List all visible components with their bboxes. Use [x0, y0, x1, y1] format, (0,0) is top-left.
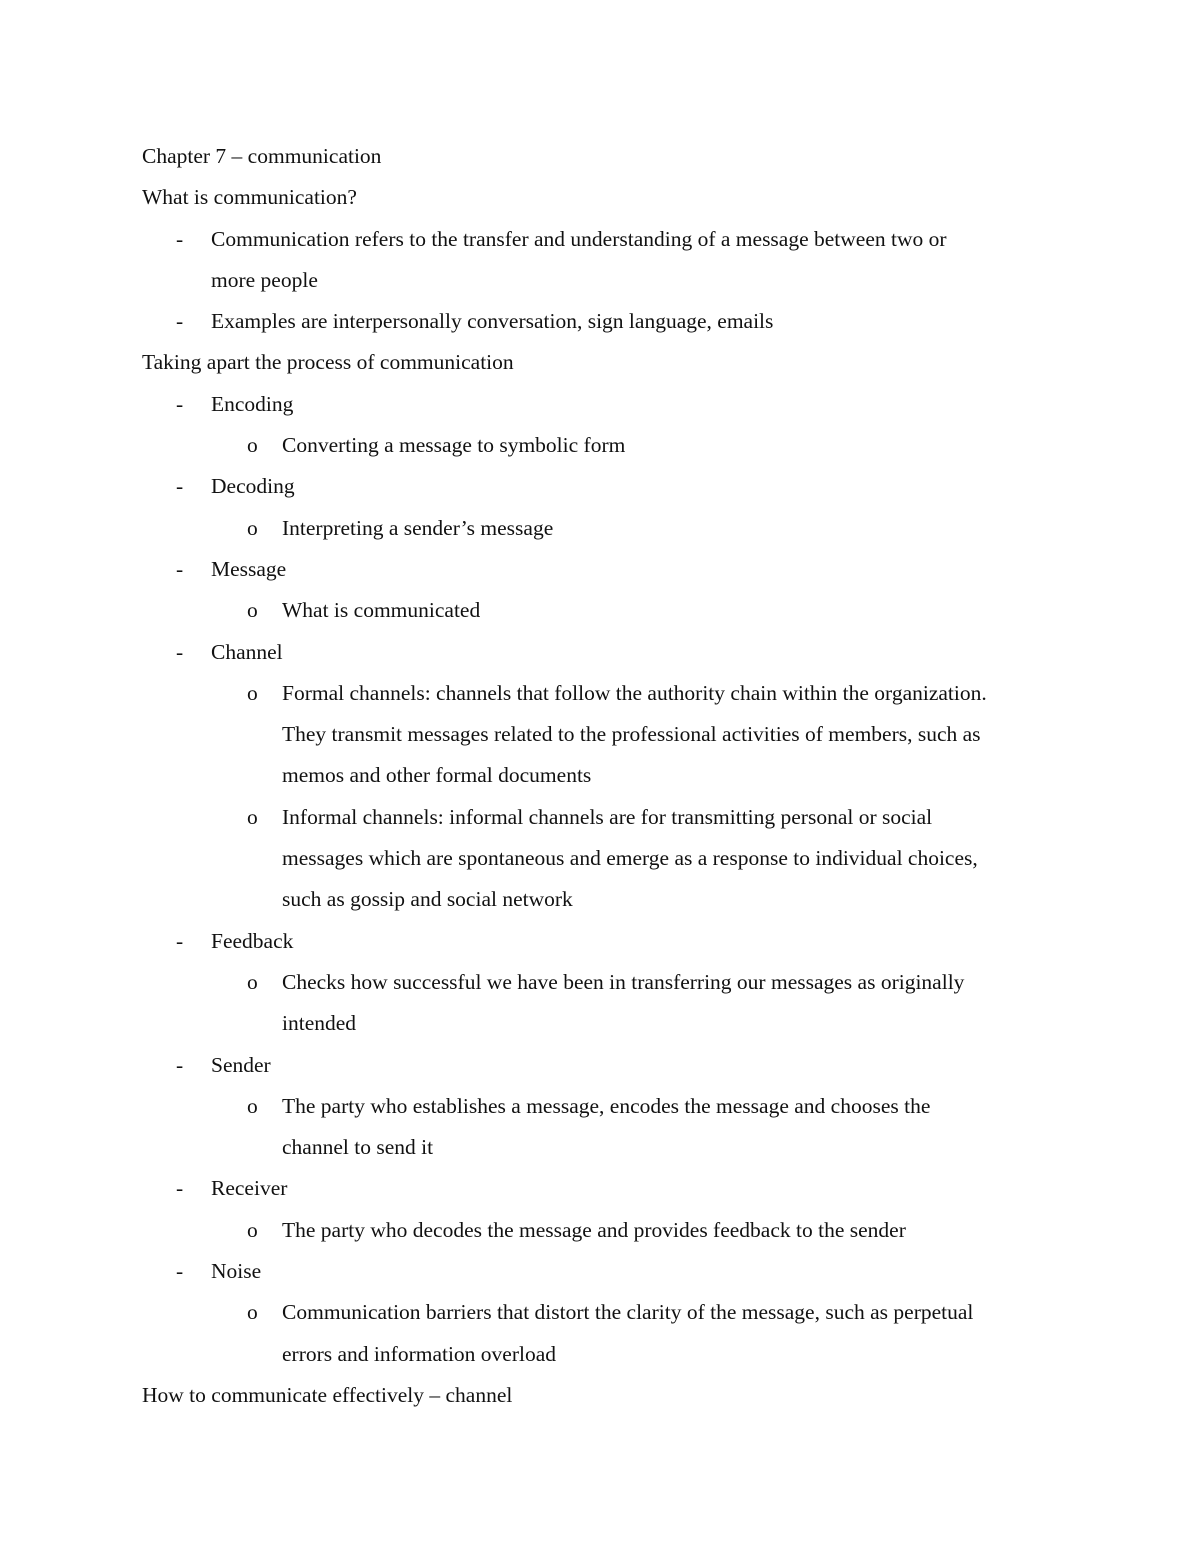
dash-bullet: -: [176, 226, 184, 251]
circle-bullet: o: [247, 969, 258, 994]
list-item-feedback: [142, 921, 1072, 962]
dash-bullet: -: [176, 928, 184, 953]
circle-bullet: o: [247, 433, 258, 458]
sub-list-item: [142, 797, 1072, 921]
list-item-encoding: [142, 384, 1072, 425]
section-heading-communicate-effectively: How to communicate effectively – channel: [142, 1382, 513, 1407]
list-item-label: Channel: [211, 639, 283, 664]
circle-bullet: o: [247, 804, 258, 829]
section-heading-process: Taking apart the process of communication: [142, 350, 514, 375]
dash-bullet: -: [176, 639, 184, 664]
dash-bullet: -: [176, 474, 184, 499]
sub-list-item-text: They transmit messages related to the professional activities of members, such as: [282, 722, 981, 747]
list-item-label: Message: [211, 556, 287, 581]
sub-list-item: [142, 1292, 1072, 1375]
circle-bullet: o: [247, 1217, 258, 1242]
circle-bullet: o: [247, 680, 258, 705]
sub-list-item: [142, 673, 1072, 797]
dash-bullet: -: [176, 556, 184, 581]
list-item-text: Examples are interpersonally conversation, sign language, emails: [211, 309, 774, 334]
list-item-message: [142, 549, 1072, 590]
list-item-text: Communication refers to the transfer and understanding of a message between two or: [211, 226, 947, 251]
sub-list-item-text: intended: [282, 1011, 357, 1036]
circle-bullet: o: [247, 515, 258, 540]
dash-bullet: -: [176, 1052, 184, 1077]
sub-list-item: [142, 508, 1072, 549]
sub-list-item-text: What is communicated: [282, 598, 481, 623]
list-item-receiver: [142, 1168, 1072, 1209]
dash-bullet: -: [176, 1176, 184, 1201]
list-item: [142, 219, 1072, 302]
list-item-label: Encoding: [211, 391, 294, 416]
sub-list-item: [142, 425, 1072, 466]
list-item-decoding: [142, 466, 1072, 507]
sub-list-item: [142, 1086, 1072, 1169]
sub-list-item-text: Converting a message to symbolic form: [282, 433, 626, 458]
sub-list-item: [142, 962, 1072, 1045]
list-item-label: Receiver: [211, 1176, 288, 1201]
sub-list-item-text: Informal channels: informal channels are for transmitting personal or social: [282, 804, 933, 829]
list-item-label: Sender: [211, 1052, 271, 1077]
sub-list-item-text: Checks how successful we have been in transferring our messages as originally: [282, 969, 965, 994]
document-body: [142, 136, 1072, 1416]
sub-list-item-text: Formal channels: channels that follow the authority chain within the organization.: [282, 680, 987, 705]
circle-bullet: o: [247, 1300, 258, 1325]
document-title: Chapter 7 – communication: [142, 144, 382, 168]
sub-list-item-text: Communication barriers that distort the clarity of the message, such as perpetual: [282, 1300, 974, 1325]
list-item-sender: [142, 1045, 1072, 1086]
sub-list-item-text: The party who decodes the message and provides feedback to the sender: [282, 1217, 906, 1242]
sub-list-item-text: memos and other formal documents: [282, 763, 592, 788]
section-heading-what-is-communication: What is communication?: [142, 185, 357, 210]
circle-bullet: o: [247, 598, 258, 623]
circle-bullet: o: [247, 1093, 258, 1118]
dash-bullet: -: [176, 1259, 184, 1284]
sub-list-item-text: messages which are spontaneous and emerge as a response to individual choices,: [282, 846, 978, 871]
sub-list-item-text: The party who establishes a message, encodes the message and chooses the: [282, 1093, 931, 1118]
list-item-noise: [142, 1251, 1072, 1292]
list-item-label: Noise: [211, 1259, 262, 1284]
sub-list-item-text: channel to send it: [282, 1135, 434, 1160]
list-item-label: Feedback: [211, 928, 294, 953]
list-item-label: Decoding: [211, 474, 295, 499]
sub-list-item-text: errors and information overload: [282, 1341, 557, 1366]
list-item: [142, 301, 1072, 342]
list-item-text: more people: [211, 267, 318, 292]
dash-bullet: -: [176, 309, 184, 334]
sub-list-item-text: such as gossip and social network: [282, 887, 573, 912]
sub-list-item: [142, 590, 1072, 631]
sub-list-item-text: Interpreting a sender’s message: [282, 515, 554, 540]
sub-list-item: [142, 1210, 1072, 1251]
list-item-channel: [142, 632, 1072, 673]
dash-bullet: -: [176, 391, 184, 416]
